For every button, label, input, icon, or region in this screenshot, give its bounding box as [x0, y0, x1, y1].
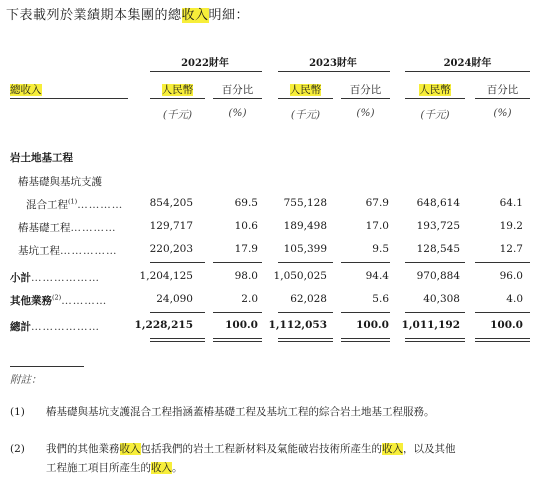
cell: 17.9 — [234, 243, 258, 255]
cell: 94.4 — [365, 270, 389, 282]
cell: 17.0 — [365, 220, 389, 232]
total-rule — [150, 312, 205, 313]
column-rule — [150, 98, 205, 99]
column-rule — [213, 98, 262, 99]
note-1-text: 樁基礎與基坑支護混合工程指涵蓋樁基礎工程及基坑工程的綜合岩土地基工程服務。 — [46, 406, 435, 418]
double-underline — [341, 338, 390, 342]
col-amount-2023: 人民幣 — [289, 84, 322, 96]
unit-amount-2024: (千元) — [420, 109, 450, 121]
year-rule — [278, 71, 390, 72]
cell: 854,205 — [149, 197, 193, 209]
heading-text: 下表載列於業績期本集團的總 — [6, 8, 182, 23]
cell: 100.0 — [356, 319, 389, 331]
heading-text-end: 明細： — [208, 8, 250, 23]
cell: 40,308 — [423, 293, 460, 305]
double-underline — [278, 338, 333, 342]
note-2-number: (2) — [10, 443, 25, 455]
note-1-number: (1) — [10, 406, 25, 418]
total-rule — [341, 312, 390, 313]
cell: 1,204,125 — [139, 270, 193, 282]
unit-percent-2024: (%) — [493, 107, 512, 119]
cell: 105,399 — [283, 243, 327, 255]
row-label: 混合工程$^{(1)}$………… — [26, 197, 124, 211]
cell: 12.7 — [499, 243, 523, 255]
cell: 64.1 — [499, 197, 523, 209]
cell: 9.5 — [372, 243, 389, 255]
row-label: 基坑工程…………… — [18, 245, 118, 257]
unit-amount-2023: (千元) — [290, 109, 321, 121]
year-header-2024: 2024財年 — [443, 58, 492, 69]
total-rule — [405, 312, 465, 313]
subtotal-rule — [405, 262, 465, 263]
cell: 1,011,192 — [401, 319, 460, 331]
double-underline — [405, 338, 465, 342]
cell: 100.0 — [225, 319, 258, 331]
cell: 5.6 — [372, 293, 389, 305]
cell: 10.6 — [234, 220, 258, 232]
cell: 24,090 — [156, 293, 193, 305]
cell: 4.0 — [506, 293, 523, 305]
cell: 220,203 — [149, 243, 193, 255]
subtotal-rule — [150, 262, 205, 263]
double-underline — [475, 338, 530, 342]
column-rule — [341, 98, 390, 99]
subtotal-rule — [278, 262, 333, 263]
year-rule — [405, 71, 530, 72]
total-rule — [213, 312, 262, 313]
column-rule — [475, 98, 530, 99]
col-amount-2022: 人民幣 — [161, 84, 194, 96]
cell: 755,128 — [283, 197, 327, 209]
note-2-text: 我們的其他業務收入包括我們的岩土工程新材料及氣能破岩技術所產生的收入，以及其他 工程施工項目所產生的收入。 — [46, 443, 456, 474]
col-amount-2024: 人民幣 — [419, 84, 451, 96]
cell: 1,050,025 — [273, 270, 327, 282]
cell: 96.0 — [499, 270, 523, 282]
col-percent-2023: 百分比 — [349, 84, 382, 96]
section-title: 岩土地基工程 — [10, 152, 73, 164]
row-label: 總計……………… — [10, 321, 100, 333]
year-header-2022: 2022財年 — [181, 58, 229, 69]
cell: 193,725 — [416, 220, 460, 232]
subtotal-rule — [213, 262, 262, 263]
double-underline — [150, 338, 205, 342]
cell: 970,884 — [416, 270, 460, 282]
cell: 69.5 — [234, 197, 258, 209]
column-rule — [10, 98, 128, 99]
total-rule — [278, 312, 333, 313]
unit-percent-2023: (%) — [356, 107, 375, 119]
notes-rule — [10, 366, 84, 367]
row-label: 其他業務$^{(2)}$………… — [10, 293, 108, 307]
notes-title: 附註： — [10, 374, 42, 386]
year-header-2023: 2023財年 — [309, 58, 357, 69]
col-percent-2022: 百分比 — [221, 84, 254, 96]
cell: 98.0 — [234, 270, 258, 282]
cell: 129,717 — [149, 220, 193, 232]
column-rule — [405, 98, 465, 99]
cell: 62,028 — [290, 293, 327, 305]
cell: 67.9 — [365, 197, 389, 209]
heading-highlight: 收入 — [181, 8, 209, 23]
cell: 128,545 — [416, 243, 460, 255]
col-percent-2024: 百分比 — [486, 84, 519, 96]
row-label: 小計……………… — [10, 272, 100, 284]
cell: 2.0 — [241, 293, 258, 305]
cell: 1,228,215 — [134, 319, 193, 331]
column-rule — [278, 98, 333, 99]
first-column-label: 總收入 — [10, 84, 42, 96]
double-underline — [213, 338, 262, 342]
unit-amount-2022: (千元) — [162, 109, 193, 121]
cell: 189,498 — [283, 220, 327, 232]
page-heading — [6, 4, 249, 23]
unit-percent-2022: (%) — [228, 107, 247, 119]
row-label: 樁基礎工程………… — [18, 222, 117, 234]
cell: 648,614 — [416, 197, 460, 209]
subtotal-rule — [341, 262, 390, 263]
cell: 19.2 — [499, 220, 523, 232]
year-rule — [150, 71, 262, 72]
cell: 1,112,053 — [268, 319, 327, 331]
cell: 100.0 — [490, 319, 523, 331]
subsection-title: 樁基礎與基坑支護 — [18, 176, 102, 188]
subtotal-rule — [475, 262, 530, 263]
total-rule — [475, 312, 530, 313]
